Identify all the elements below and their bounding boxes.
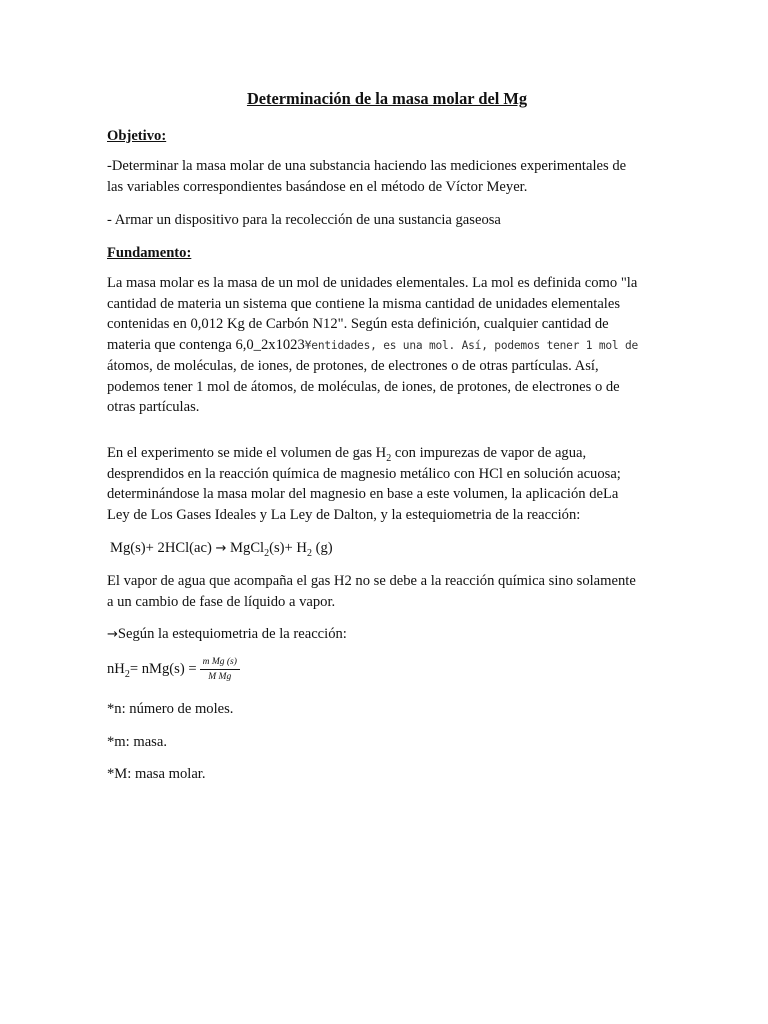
experimento-paragraph [107,443,667,525]
text-segment-mono: ¥entidades, es una mol. Así, podemos tener 1 mol de [304,338,639,352]
text-line [107,335,667,357]
definition-m: *m: masa. [107,734,167,750]
subscript: 2 [386,452,392,464]
text-segment: con impurezas de vapor de agua, [391,445,587,461]
moles-formula [107,656,667,683]
definition-n: *n: número de moles. [107,701,234,717]
text-line: desprendidos en la reacción química de magnesio metálico con HCl en solución acuosa; [107,465,621,482]
text-line: -Determinar la masa molar de una substancia haciendo las mediciones experimentales de [107,158,627,174]
text-segment: materia que contenga 6,0_2x1023 [107,336,305,353]
vapor-paragraph [107,571,667,612]
text-line [107,443,667,464]
text-segment: (g) [311,540,333,556]
text-segment: En el experimento se mide el volumen de gas H [107,445,387,461]
subscript: 2 [124,668,130,680]
text-line [107,624,667,646]
objetivo-paragraph-2: - Armar un dispositivo para la recolección de una sustancia gaseosa [107,212,501,228]
reaction-equation [110,538,670,560]
text-segment: Según la estequiometria de la reacción: [117,626,347,642]
text-line [107,656,667,683]
objetivo-paragraph-1 [107,156,667,197]
text-line: La masa molar es la masa de un mol de unidades elementales. La mol es definida como "la [107,275,638,291]
fundamento-paragraph [107,273,667,418]
fundamento-heading: Fundamento: [107,245,192,261]
segun-line [107,624,667,646]
text-line: Ley de Los Gases Ideales y La Ley de Dalton, y la estequiometria de la reacción: [107,506,581,523]
text-line: cantidad de materia un sistema que contiene la misma cantidad de unidades elementales [107,295,621,312]
fraction [200,656,240,683]
text-segment: = nMg(s) = [129,660,197,677]
subscript: 2 [264,547,270,559]
document-title: Determinación de la masa molar del Mg [246,89,528,108]
definition-M: *M: masa molar. [107,766,206,782]
text-segment: MgCl [226,540,265,556]
right-arrow-icon: → [215,541,227,556]
text-line: otras partículas. [107,399,200,415]
text-line: determinándose la masa molar del magnesio en base a este volumen, la aplicación deLa [107,486,619,502]
text-line [110,538,670,560]
right-arrow-icon: → [107,627,118,642]
text-line: a un cambio de fase de líquido a vapor. [107,593,336,610]
fraction-denominator: M Mg [208,672,232,682]
text-segment: nH [107,660,125,677]
objetivo-heading: Objetivo: [107,128,167,144]
fraction-numerator: m Mg (s) [200,656,240,670]
text-line: átomos, de moléculas, de iones, de protones, de electrones o de otras partículas. Así, [107,358,599,374]
text-line: podemos tener 1 mol de átomos, de moléculas, de iones, de protones, de electrones o de [107,378,620,395]
subscript: 2 [306,547,312,559]
text-segment: (s)+ H [269,540,307,556]
text-line: las variables correspondientes basándose en el método de Víctor Meyer. [107,178,528,195]
text-line: El vapor de agua que acompaña el gas H2 no se debe a la reacción química sino solamente [107,573,636,589]
text-line: contenidas en 0,012 Kg de Carbón N12". Según esta definición, cualquier cantidad de [107,316,609,332]
text-segment: Mg(s)+ 2HCl(ac) [110,540,216,556]
